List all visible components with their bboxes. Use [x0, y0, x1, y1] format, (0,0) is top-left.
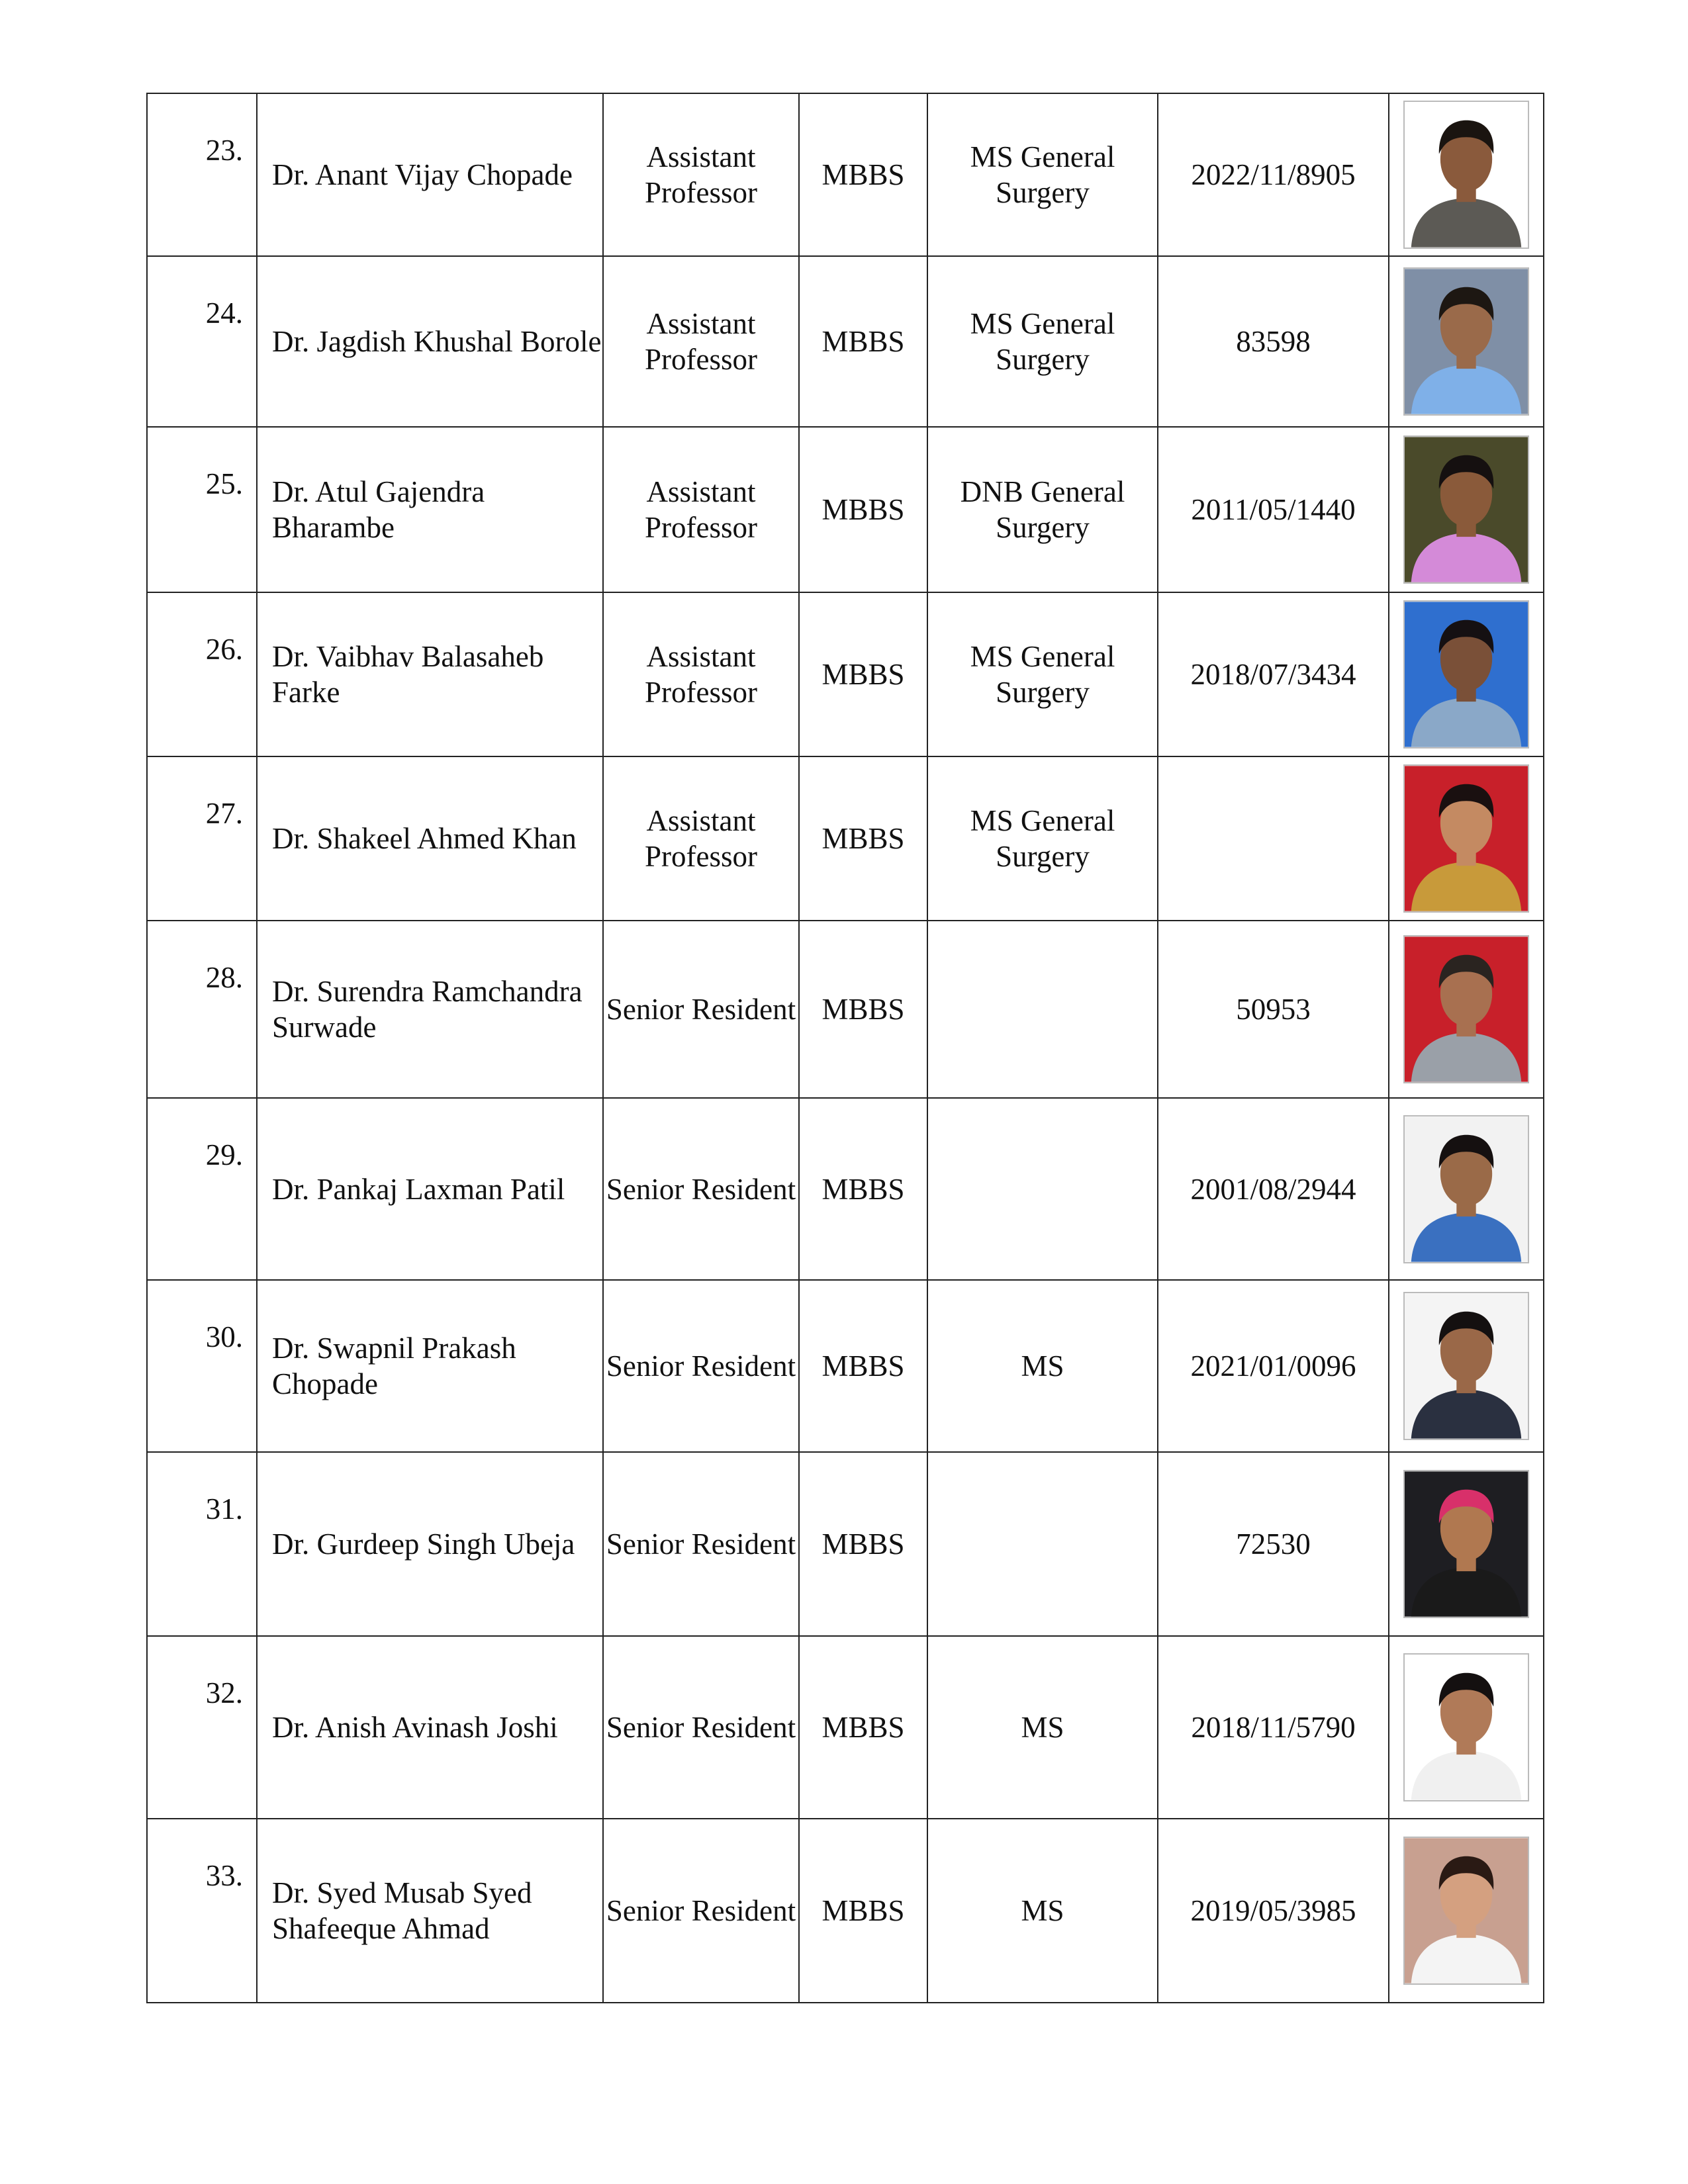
name-cell: Dr. Surendra Ramchandra Surwade — [257, 921, 603, 1098]
designation-cell: Assistant Professor — [603, 93, 799, 256]
registration-number-cell: 2001/08/2944 — [1158, 1098, 1389, 1280]
ug-qualification-cell: MBBS — [799, 1098, 927, 1280]
name-cell: Dr. Shakeel Ahmed Khan — [257, 756, 603, 921]
photo-cell — [1389, 1452, 1544, 1636]
portrait-icon — [1403, 1653, 1529, 1801]
serial-number: 26. — [205, 633, 243, 666]
designation-cell: Assistant Professor — [603, 256, 799, 427]
table-row — [147, 1819, 1544, 2003]
designation-cell: Senior Resident — [603, 1819, 799, 2003]
serial-number: 25. — [205, 467, 243, 500]
photo-cell — [1389, 1636, 1544, 1819]
serial-number: 33. — [205, 1859, 243, 1892]
table-row — [147, 756, 1544, 921]
ug-qualification-cell: MBBS — [799, 1636, 927, 1819]
designation-cell: Senior Resident — [603, 1452, 799, 1636]
serial-number: 30. — [205, 1320, 243, 1353]
portrait-icon — [1403, 267, 1529, 416]
serial-number-cell — [147, 256, 257, 427]
registration-number-cell: 83598 — [1158, 256, 1389, 427]
name-cell: Dr. Anish Avinash Joshi — [257, 1636, 603, 1819]
pg-qualification-cell: MS General Surgery — [927, 256, 1158, 427]
registration-number-cell — [1158, 756, 1389, 921]
name-cell: Dr. Jagdish Khushal Borole — [257, 256, 603, 427]
designation-cell: Senior Resident — [603, 1098, 799, 1280]
pg-qualification-cell — [927, 1098, 1158, 1280]
pg-qualification-cell — [927, 921, 1158, 1098]
registration-number-cell: 2018/07/3434 — [1158, 592, 1389, 756]
registration-number-cell: 50953 — [1158, 921, 1389, 1098]
serial-number: 31. — [205, 1492, 243, 1525]
name-cell: Dr. Pankaj Laxman Patil — [257, 1098, 603, 1280]
photo-cell — [1389, 1819, 1544, 2003]
table-row — [147, 1280, 1544, 1452]
ug-qualification-cell: MBBS — [799, 93, 927, 256]
table-row — [147, 256, 1544, 427]
designation-cell: Assistant Professor — [603, 756, 799, 921]
photo-cell — [1389, 592, 1544, 756]
pg-qualification-cell: MS General Surgery — [927, 93, 1158, 256]
serial-number-cell — [147, 93, 257, 256]
name-cell: Dr. Atul Gajendra Bharambe — [257, 427, 603, 592]
portrait-icon — [1403, 101, 1529, 249]
faculty-table — [146, 93, 1544, 2003]
portrait-icon — [1403, 1292, 1529, 1440]
table-row — [147, 921, 1544, 1098]
registration-number-cell: 2019/05/3985 — [1158, 1819, 1389, 2003]
serial-number-cell — [147, 921, 257, 1098]
photo-cell — [1389, 921, 1544, 1098]
serial-number-cell — [147, 427, 257, 592]
serial-number: 23. — [205, 134, 243, 167]
table-row — [147, 93, 1544, 256]
registration-number-cell: 72530 — [1158, 1452, 1389, 1636]
serial-number-cell — [147, 756, 257, 921]
name-cell: Dr. Vaibhav Balasaheb Farke — [257, 592, 603, 756]
name-cell: Dr. Gurdeep Singh Ubeja — [257, 1452, 603, 1636]
photo-cell — [1389, 1098, 1544, 1280]
portrait-icon — [1403, 764, 1529, 913]
registration-number-cell: 2018/11/5790 — [1158, 1636, 1389, 1819]
designation-cell: Senior Resident — [603, 921, 799, 1098]
pg-qualification-cell: MS — [927, 1280, 1158, 1452]
pg-qualification-cell: DNB General Surgery — [927, 427, 1158, 592]
faculty-table-body — [147, 93, 1544, 2003]
portrait-icon — [1403, 1837, 1529, 1985]
registration-number-cell: 2022/11/8905 — [1158, 93, 1389, 256]
table-row — [147, 1636, 1544, 1819]
portrait-icon — [1403, 935, 1529, 1083]
ug-qualification-cell: MBBS — [799, 756, 927, 921]
ug-qualification-cell: MBBS — [799, 427, 927, 592]
table-row — [147, 1452, 1544, 1636]
portrait-icon — [1403, 1115, 1529, 1263]
serial-number-cell — [147, 1452, 257, 1636]
serial-number: 27. — [205, 797, 243, 830]
pg-qualification-cell: MS — [927, 1636, 1158, 1819]
photo-cell — [1389, 256, 1544, 427]
serial-number-cell — [147, 1636, 257, 1819]
ug-qualification-cell: MBBS — [799, 1280, 927, 1452]
table-row — [147, 427, 1544, 592]
pg-qualification-cell: MS — [927, 1819, 1158, 2003]
serial-number: 29. — [205, 1138, 243, 1171]
name-cell: Dr. Swapnil Prakash Chopade — [257, 1280, 603, 1452]
table-row — [147, 592, 1544, 756]
ug-qualification-cell: MBBS — [799, 921, 927, 1098]
serial-number: 24. — [205, 296, 243, 330]
designation-cell: Senior Resident — [603, 1636, 799, 1819]
table-row — [147, 1098, 1544, 1280]
designation-cell: Assistant Professor — [603, 592, 799, 756]
portrait-icon — [1403, 600, 1529, 749]
ug-qualification-cell: MBBS — [799, 256, 927, 427]
portrait-icon — [1403, 1470, 1529, 1618]
registration-number-cell: 2021/01/0096 — [1158, 1280, 1389, 1452]
ug-qualification-cell: MBBS — [799, 1819, 927, 2003]
name-cell: Dr. Anant Vijay Chopade — [257, 93, 603, 256]
photo-cell — [1389, 1280, 1544, 1452]
serial-number-cell — [147, 1819, 257, 2003]
registration-number-cell: 2011/05/1440 — [1158, 427, 1389, 592]
serial-number-cell — [147, 1098, 257, 1280]
designation-cell: Assistant Professor — [603, 427, 799, 592]
portrait-icon — [1403, 435, 1529, 584]
pg-qualification-cell: MS General Surgery — [927, 756, 1158, 921]
pg-qualification-cell — [927, 1452, 1158, 1636]
name-cell: Dr. Syed Musab Syed Shafeeque Ahmad — [257, 1819, 603, 2003]
serial-number-cell — [147, 1280, 257, 1452]
designation-cell: Senior Resident — [603, 1280, 799, 1452]
photo-cell — [1389, 427, 1544, 592]
pg-qualification-cell: MS General Surgery — [927, 592, 1158, 756]
serial-number: 32. — [205, 1676, 243, 1709]
serial-number-cell — [147, 592, 257, 756]
serial-number: 28. — [205, 961, 243, 994]
photo-cell — [1389, 93, 1544, 256]
photo-cell — [1389, 756, 1544, 921]
ug-qualification-cell: MBBS — [799, 592, 927, 756]
ug-qualification-cell: MBBS — [799, 1452, 927, 1636]
